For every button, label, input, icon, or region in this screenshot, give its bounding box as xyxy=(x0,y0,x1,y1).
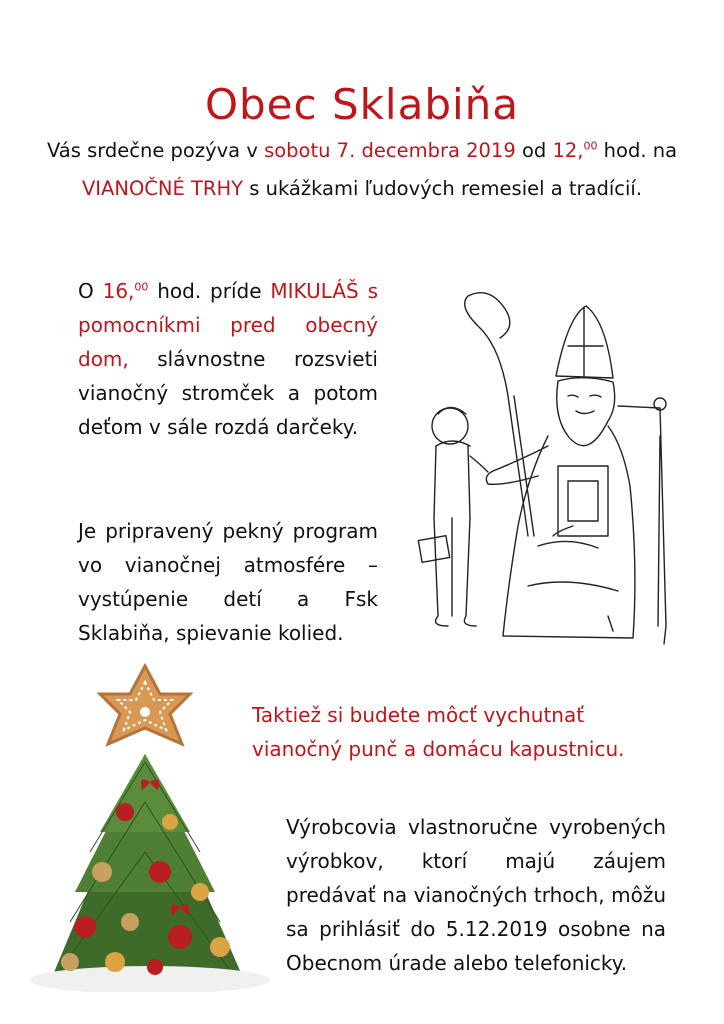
intro-text-3: hod. na xyxy=(597,139,678,162)
event-time xyxy=(552,139,597,162)
page-title: Obec Sklabiňa xyxy=(204,80,520,130)
event-name: VIANOČNÉ TRHY xyxy=(81,177,244,200)
christmas-tree-illustration xyxy=(30,662,270,992)
vendors-paragraph: Výrobcovia vlastnoručne vyrobených výrobkov, ktorí majú záujem predávať na vianočných trhoch, môžu sa prihlásiť do 5.12.2019 osobne na Obecnom úrade alebo telefonicky. xyxy=(286,815,666,975)
mikulas-text-1: O xyxy=(78,279,103,303)
intro-text-1: Vás srdečne pozýva v xyxy=(46,139,265,162)
mikulas-time-sup: 00 xyxy=(134,280,149,294)
mikulas-text-2: hod. príde xyxy=(148,279,271,303)
mikulas-name: MIKULÁŠ xyxy=(270,279,359,303)
food-paragraph: Taktiež si budete môcť vychutnať vianočný punč a domácu kapustnicu. xyxy=(252,703,625,761)
event-time-main: 12, xyxy=(552,139,584,162)
mikulas-rest: slávnostne rozsvieti vianočný stromček a potom deťom v sále rozdá darčeky. xyxy=(78,347,378,439)
mikulas-paragraph xyxy=(78,274,378,444)
program-paragraph: Je pripravený pekný program vo vianočnej atmosfére – vystúpenie detí a Fsk Sklabiňa, spievanie kolied. xyxy=(78,519,378,645)
event-time-sup: 00 xyxy=(583,139,598,153)
event-date: sobotu 7. decembra 2019 xyxy=(264,139,516,162)
mikulas-helpers: s pomocníkmi pred obecný dom, xyxy=(78,279,378,371)
intro-text-4: s ukážkami ľudových remesiel a tradícií. xyxy=(243,177,643,200)
intro-text-2: od xyxy=(515,139,553,162)
mikulas-time xyxy=(103,279,149,303)
mikulas-time-main: 16, xyxy=(102,279,135,303)
saint-nicholas-illustration xyxy=(408,286,676,656)
invitation-intro xyxy=(30,132,694,208)
